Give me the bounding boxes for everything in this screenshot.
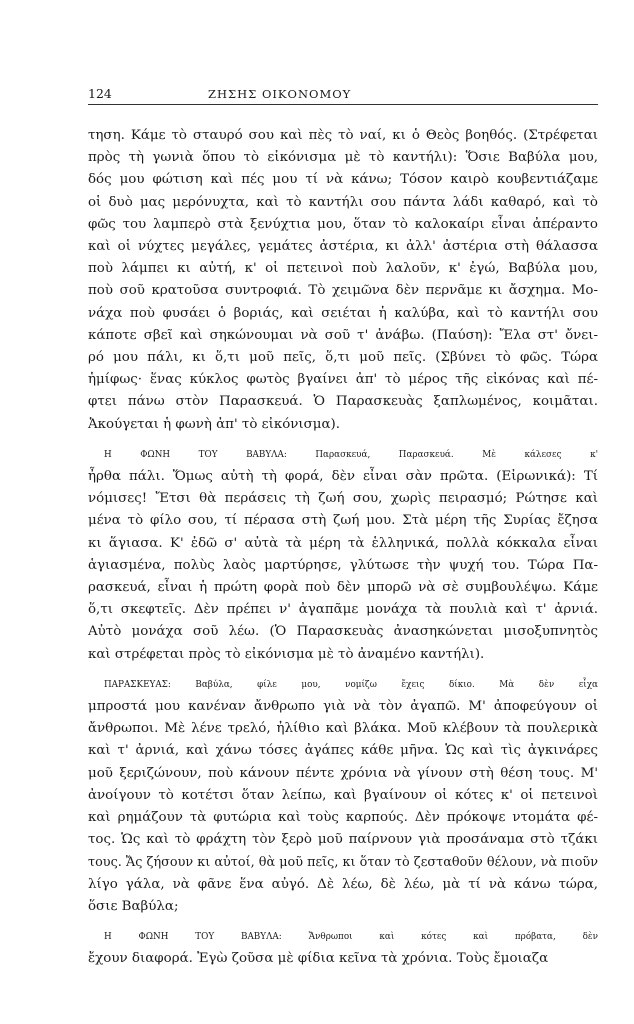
text-line: δός μου φώτιση καὶ πές μου τί νὰ κάνω; Τόσον καιρὸ κουβεντιάζαμε	[88, 172, 598, 188]
text-line: νόμισες! Ἔτσι θὰ περάσεις τὴ ζωή σου, χωρὶς πειρασμό; Ρώτησε καὶ	[88, 491, 598, 507]
text-line: τους. Ἄς ζήσουν κι αὐτοί, θὰ μοῦ πεῖς, κι ὅταν τὸ ζεσταθοῦν θέλουν, νὰ πιοῦν	[88, 854, 598, 870]
text-line: νάχα ποὺ φυσάει ὁ βοριάς, καὶ σειέται ἡ καλύβα, καὶ τὸ καντήλι σου	[88, 305, 598, 321]
text-line: καὶ οἱ νύχτες μεγάλες, γεμάτες ἀστέρια, κι ἀλλ' ἀστέρια στὴ θάλασσα	[88, 239, 598, 255]
text-line: ἔχουν διαφορά. Ἐγὼ ζοῦσα μὲ φίδια κεῖνα τὰ χρόνια. Τοὺς ἔμοιαζα	[88, 951, 549, 967]
text-line: τος. Ὡς καὶ τὸ φράχτη τὸν ξερὸ μοῦ παίρνουν γιὰ προσάναμα στὸ τζάκι	[88, 832, 598, 848]
book-page	[88, 86, 598, 979]
text-line: κάποτε σβεῖ καὶ σηκώνουμαι νὰ σοῦ τ' ἀνάβω. (Παύση): Ἔλα στ' ὄνει-	[88, 327, 598, 343]
text-line: φτει πάνω στὸν Παρασκευά. Ὁ Παρασκευὰς ξαπλωμένος, κοιμᾶται.	[88, 394, 598, 410]
text-line: καὶ τ' ἀρνιά, καὶ χάνω τόσες ἀγάπες κάθε μῆνα. Ὡς καὶ τὶς ἀγκινάρες	[88, 743, 598, 759]
text-line: ποὺ λάμπει κι αὐτή, κ' οἱ πετεινοὶ ποὺ λαλοῦν, κ' ἐγώ, Βαβύλα μου,	[88, 261, 598, 277]
text-line: ἀνοίγουν τὸ κοτέτσι ὅταν λείπω, καὶ βγαίνουν οἱ κότες κ' οἱ πετεινοὶ	[88, 787, 598, 803]
text-line: Ἀκούγεται ἡ φωνὴ ἀπ' τὸ εἰκόνισμα).	[88, 416, 341, 432]
text-line: ποὺ σοῦ κρατοῦσα συντροφιά. Τὸ χειμῶνα δὲν περνᾶμε κι ἄσχημα. Μο-	[88, 283, 598, 299]
text-line: τηση. Κάμε τὸ σταυρό σου καὶ πὲς τὸ ναί, κι ὁ Θεὸς βοηθός. (Στρέφεται	[88, 128, 598, 143]
text-line: λίγο γάλα, νὰ φᾶνε ἕνα αὐγό. Δὲ λέω, δὲ λέω, μὰ τί νὰ κάνω τώρα,	[88, 876, 598, 892]
text-line: ἡμίφως· ἕνας κύκλος φωτὸς βγαίνει ἀπ' τὸ μέρος τῆς εἰκόνας καὶ πέ-	[88, 372, 598, 388]
text-line: ΠΑΡΑΣΚΕΥΑΣ: Βαβύλα, φίλε μου, νομίζω ἔχεις δίκιο. Μὰ δὲν εἶχα	[104, 679, 598, 690]
page-number: 124	[88, 86, 112, 101]
running-title: ΖΗΣΗΣ ΟΙΚΟΝΟΜΟΥ	[208, 87, 352, 101]
text-line: πρὸς τὴ γωνιὰ ὅπου τὸ εἰκόνισμα μὲ τὸ καντήλι): Ὅσιε Βαβύλα μου,	[88, 150, 598, 166]
paragraph	[88, 125, 598, 436]
text-line: οἱ δυὸ μας μερόνυχτα, καὶ τὸ καντήλι σου πάντα λάδι καθαρό, καὶ τὸ	[88, 194, 598, 210]
text-line: καὶ στρέφεται πρὸς τὸ εἰκόνισμα μὲ τὸ ἀναμένο καντήλι).	[88, 646, 485, 662]
paragraph	[88, 444, 598, 666]
text-line: μένα τὸ φίλο σου, τί πέρασα στὴ ζωή μου. Στὰ μέρη τῆς Συρίας ἔζησα	[88, 513, 598, 529]
text-line: Η ΦΩΝΗ ΤΟΥ ΒΑΒΥΛΑ: Παρασκευά, Παρασκευά. Μὲ κάλεσες κ'	[104, 449, 598, 460]
text-line: ὅ,τι σκεφτεῖς. Δὲν πρέπει ν' ἀγαπᾶμε μονάχα τὰ πουλιὰ καὶ τ' ἀρνιά.	[88, 602, 598, 618]
text-line: ρό μου πάλι, κι ὅ,τι μοῦ πεῖς, ὅ,τι μοῦ πεῖς. (Σβύνει τὸ φῶς. Τώρα	[88, 350, 598, 366]
paragraph	[88, 674, 598, 918]
body-text	[88, 125, 598, 971]
text-line: ἁγιασμένα, πολὺς λαὸς μαρτύρησε, γλύτωσε τὴν ψυχή του. Τώρα Πα-	[88, 557, 598, 573]
text-line: μπροστά μου κανέναν ἄνθρωπο γιὰ νὰ τὸν ἀγαπῶ. Μ' ἀποφεύγουν οἱ	[88, 699, 598, 715]
text-line: Η ΦΩΝΗ ΤΟΥ ΒΑΒΥΛΑ: Ἄνθρωποι καὶ κότες καὶ πρόβατα, δὲν	[104, 932, 598, 943]
page-header	[88, 86, 598, 105]
text-line: ρασκευά, εἶναι ἡ πρώτη φορὰ ποὺ δὲν μπορῶ νὰ σὲ συμβουλέψω. Κάμε	[88, 580, 598, 596]
text-line: καὶ ρημάζουν τὰ φυτώρια καὶ τοὺς καρπούς. Δὲν πρόκοψε ντομάτα φέ-	[88, 810, 598, 826]
paragraph	[88, 926, 598, 970]
text-line: ἄνθρωποι. Μὲ λένε τρελό, ἠλίθιο καὶ βλάκα. Μοῦ κλέβουν τὰ πουλερικὰ	[88, 721, 598, 737]
text-line: ὅσιε Βαβύλα;	[88, 898, 179, 914]
text-line: κι ἅγιασα. Κ' ἐδῶ σ' αὐτὰ τὰ μέρη τὰ ἑλληνικά, πολλὰ κόκκαλα εἶναι	[88, 535, 598, 551]
text-line: μοῦ ξεριζώνουν, ποὺ κάνουν πέντε χρόνια νὰ γίνουν στὴ θέση τους. Μ'	[88, 765, 598, 781]
text-line: Αὐτὸ μονάχα σοῦ λέω. (Ὁ Παρασκευὰς ἀνασηκώνεται μισοξυπνητὸς	[88, 624, 598, 640]
text-line: ἦρθα πάλι. Ὅμως αὐτὴ τὴ φορά, δὲν εἶναι σὰν πρῶτα. (Εἰρωνικά): Τί	[88, 469, 598, 485]
text-line: φῶς του λαμπερὸ στὰ ξενύχτια μου, ὅταν τὸ καλοκαίρι εἶναι ἀπέραντο	[88, 216, 598, 232]
